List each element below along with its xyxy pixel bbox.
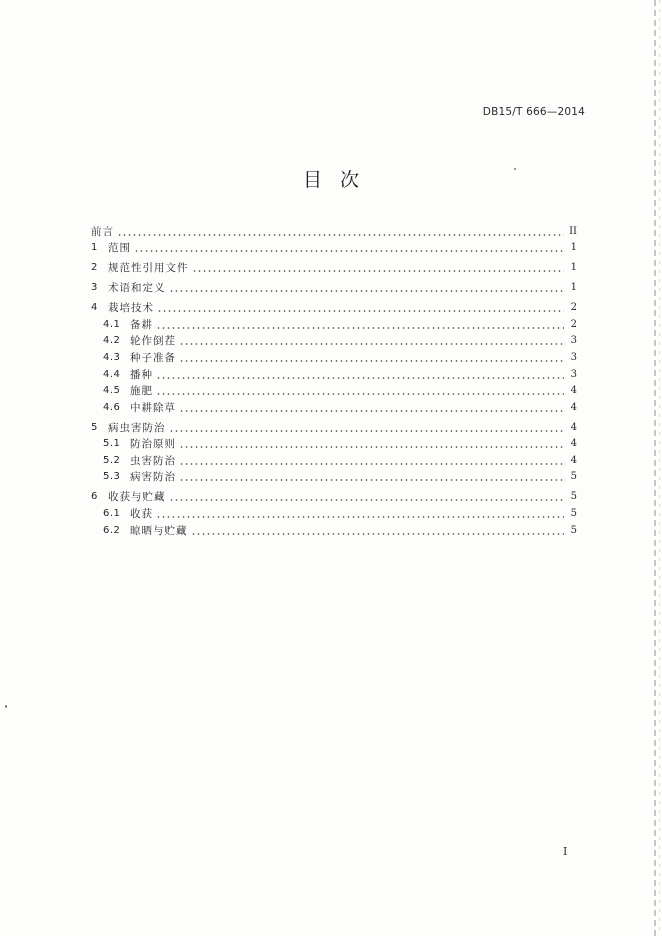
toc-subentry[interactable] [91,451,577,468]
toc-subentry[interactable] [91,382,577,399]
toc-dot-leader [179,463,564,465]
toc-page-number: 1 [570,242,577,254]
toc-entry-label: 虫害防治 [130,454,176,467]
toc-entry-number: 4.3 [103,351,121,363]
toc-dot-leader [156,327,564,329]
toc-entry-number: 5.2 [103,454,121,466]
toc-entry-label: 病虫害防治 [108,421,166,434]
toc-entry-number: 4.4 [103,368,121,380]
table-of-contents [91,222,577,538]
toc-entry-number: 6.2 [103,524,121,536]
scan-edge-artifact [654,0,656,936]
toc-page-number: 4 [570,385,577,397]
toc-dot-leader [179,343,564,345]
toc-entry-number: 6.1 [103,508,121,520]
toc-dot-leader [156,377,564,379]
toc-page-number: 2 [570,302,577,314]
toc-dot-leader [169,430,565,432]
toc-dot-leader [179,360,564,362]
toc-subentry[interactable] [91,435,577,452]
toc-entry-number: 6 [91,491,98,503]
toc-page-number: II [569,225,577,237]
toc-entry-number: 2 [91,262,98,274]
toc-entry-number: 5.1 [103,438,121,450]
toc-page-number: 1 [570,282,577,294]
toc-entry-number: 4.1 [103,318,121,330]
toc-entry-label: 病害防治 [130,471,176,484]
toc-subentry[interactable] [91,521,577,538]
toc-entry-number: 4.2 [103,335,121,347]
toc-dot-leader [117,234,564,236]
toc-entry[interactable] [91,259,577,276]
toc-entry-label: 种子准备 [130,351,176,364]
toc-entry[interactable] [91,239,577,256]
toc-page-number: 4 [570,401,577,413]
toc-dot-leader [191,533,565,535]
toc-page-number: 5 [570,491,577,503]
toc-entry-label: 轮作倒茬 [130,335,176,348]
toc-dot-leader [179,479,564,481]
toc-entry[interactable] [91,279,577,296]
toc-page-number: 2 [570,318,577,330]
toc-entry-number: 1 [91,242,98,254]
toc-entry-number: 5 [91,421,98,433]
toc-dot-leader [156,516,564,518]
toc-entry-label: 施肥 [130,385,153,398]
scan-edge-artifact [659,0,660,936]
scan-speck [5,705,7,708]
toc-subentry[interactable] [91,332,577,349]
toc-entry-label: 播种 [130,368,153,381]
toc-entry-label: 晾晒与贮藏 [130,524,188,537]
toc-entry[interactable] [91,418,577,435]
toc-entry-label: 防治原则 [130,438,176,451]
toc-page-number: 4 [570,421,577,433]
toc-subentry[interactable] [91,348,577,365]
toc-subentry[interactable] [91,315,577,332]
toc-dot-leader [157,310,564,312]
toc-entry-label: 前言 [91,225,114,238]
toc-dot-leader [156,393,564,395]
toc-dot-leader [192,270,565,272]
toc-page-number: 4 [570,454,577,466]
toc-page-number: 5 [570,508,577,520]
toc-subentry[interactable] [91,504,577,521]
toc-dot-leader [169,290,565,292]
toc-entry-label: 范围 [108,242,131,255]
toc-dot-leader [179,410,564,412]
toc-entry-number: 4.6 [103,401,121,413]
toc-entry[interactable] [91,488,577,505]
toc-entry-label: 备耕 [130,318,153,331]
toc-entry-label: 中耕除草 [130,401,176,414]
toc-page-number: 1 [570,262,577,274]
document-code: DB15/T 666—2014 [482,106,585,118]
page-title: 目次 [302,169,377,191]
toc-entry[interactable] [91,222,577,239]
toc-subentry[interactable] [91,468,577,485]
toc-entry-label: 术语和定义 [108,282,166,295]
toc-entry-number: 5.3 [103,471,121,483]
toc-page-number: 5 [570,471,577,483]
toc-page-number: 3 [570,351,577,363]
toc-entry-label: 栽培技术 [108,302,154,315]
toc-subentry[interactable] [91,365,577,382]
toc-entry-label: 规范性引用文件 [108,262,189,275]
toc-entry-label: 收获 [130,508,153,521]
toc-entry[interactable] [91,299,577,316]
toc-entry-number: 3 [91,282,98,294]
toc-subentry[interactable] [91,398,577,415]
scan-speck [514,168,516,170]
toc-page-number: 3 [570,368,577,380]
toc-dot-leader [134,250,564,252]
toc-dot-leader [179,446,564,448]
toc-page-number: 3 [570,335,577,347]
page-number: I [563,845,568,858]
toc-page-number: 5 [570,524,577,536]
toc-entry-number: 4.5 [103,385,121,397]
toc-entry-number: 4 [91,302,98,314]
toc-page-number: 4 [570,438,577,450]
toc-dot-leader [169,499,565,501]
toc-entry-label: 收获与贮藏 [108,491,166,504]
